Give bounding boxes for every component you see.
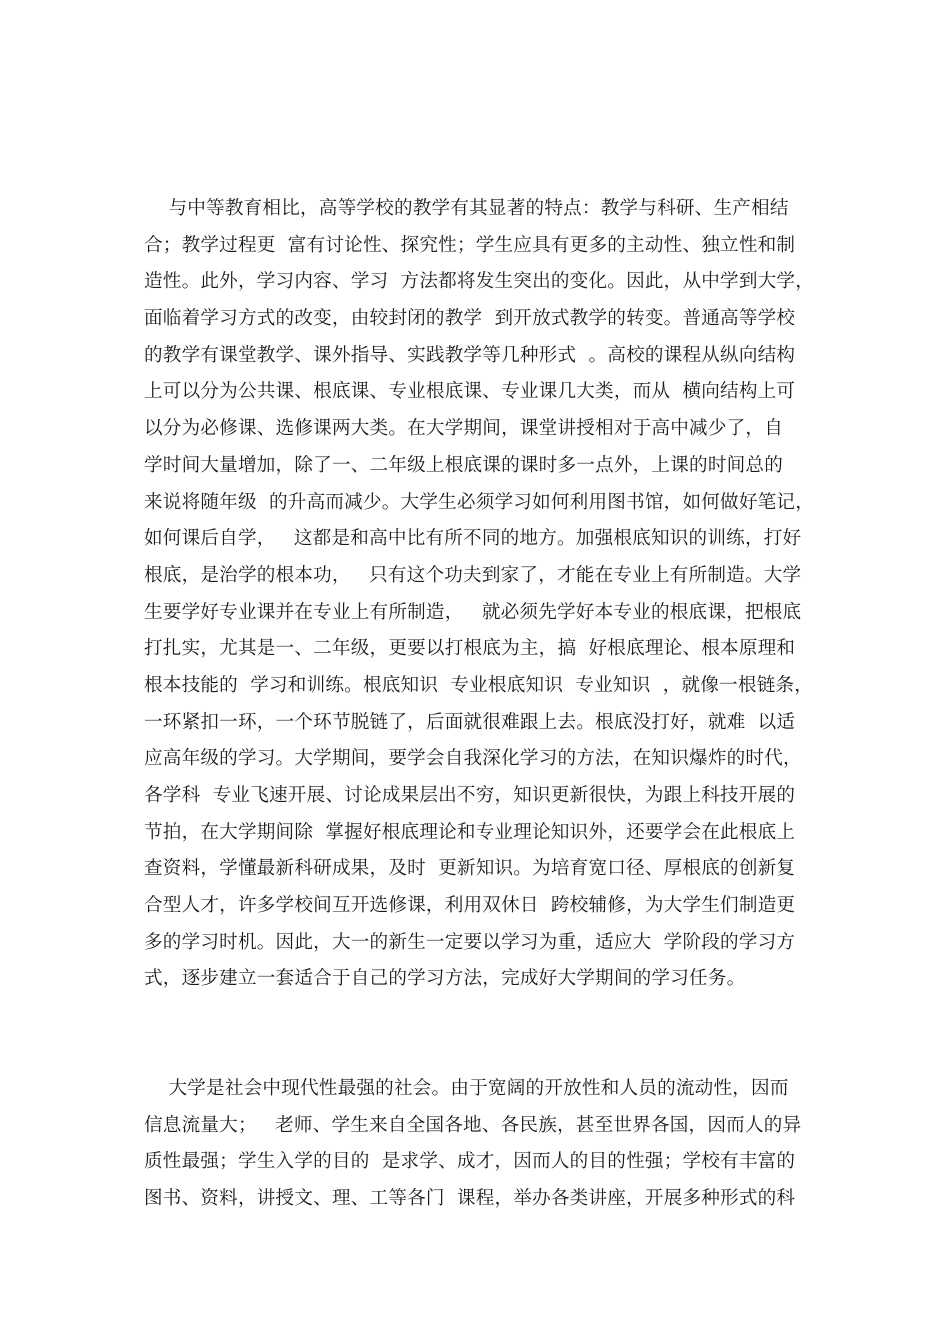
text-line: 打扎实，尤其是一、二年级，更要以打根底为主，搞 好根底理论、根本原理和 bbox=[144, 638, 796, 660]
text-line: 来说将随年级 的升高而减少。大学生必须学习如何利用图书馆，如何做好笔记， bbox=[144, 491, 815, 513]
text-line: 上可以分为公共课、根底课、专业根底课、专业课几大类，而从 横向结构上可 bbox=[144, 381, 796, 403]
text-line: 多的学习时机。因此，大一的新生一定要以学习为重，适应大 学阶段的学习方 bbox=[144, 931, 796, 953]
text-line: 图书、资料，讲授文、理、工等各门 课程，举办各类讲座，开展多种形式的科 bbox=[144, 1188, 796, 1210]
text-line: 信息流量大； 老师、学生来自全国各地、各民族，甚至世界各国，因而人的异 bbox=[144, 1114, 802, 1136]
text-line: 查资料，学懂最新科研成果，及时 更新知识。为培育宽口径、厚根底的创新复 bbox=[144, 858, 796, 880]
text-line: 质性最强；学生入学的目的 是求学、成才，因而人的目的性强；学校有丰富的 bbox=[144, 1151, 796, 1173]
text-line: 学时间大量增加，除了一、二年级上根底课的课时多一点外，上课的时间总的 bbox=[144, 454, 783, 476]
paragraph-1 bbox=[144, 191, 824, 998]
text-line: 如何课后自学， 这都是和高中比有所不同的地方。加强根底知识的训练，打好 bbox=[144, 528, 802, 550]
text-line: 的教学有课堂教学、课外指导、实践教学等几种形式 。高校的课程从纵向结构 bbox=[144, 344, 796, 366]
paragraph-2 bbox=[144, 1071, 824, 1218]
text-line: 根底，是治学的根本功， 只有这个功夫到家了，才能在专业上有所制造。大学 bbox=[144, 564, 802, 586]
text-line: 生要学好专业课并在专业上有所制造， 就必须先学好本专业的根底课，把根底 bbox=[144, 601, 802, 623]
text-line: 一环紧扣一环，一个环节脱链了，后面就很难跟上去。根底没打好，就难 以适 bbox=[144, 711, 796, 733]
text-line: 式，逐步建立一套适合于自己的学习方法，完成好大学期间的学习任务。 bbox=[144, 968, 746, 990]
text-line: 应高年级的学习。大学期间，要学会自我深化学习的方法，在知识爆炸的时代， bbox=[144, 748, 802, 770]
text-line: 面临着学习方式的改变，由较封闭的教学 到开放式教学的转变。普通高等学校 bbox=[144, 308, 796, 330]
text-line: 以分为必修课、选修课两大类。在大学期间，课堂讲授相对于高中减少了，自 bbox=[144, 418, 783, 440]
text-line: 合；教学过程更 富有讨论性、探究性；学生应具有更多的主动性、独立性和制 bbox=[144, 234, 796, 256]
text-line: 根本技能的 学习和训练。根底知识 专业根底知识 专业知识 ，就像一根链条， bbox=[144, 674, 814, 696]
text-line: 节拍，在大学期间除 掌握好根底理论和专业理论知识外，还要学会在此根底上 bbox=[144, 821, 796, 843]
text-line: 合型人才，许多学校间互开选修课，利用双休日 跨校辅修，为大学生们制造更 bbox=[144, 895, 796, 917]
text-line: 造性。此外，学习内容、学习 方法都将发生突出的变化。因此，从中学到大学， bbox=[144, 271, 815, 293]
text-line: 与中等教育相比，高等学校的教学有其显著的特点：教学与科研、生产相结 bbox=[144, 198, 789, 219]
text-line: 各学科 专业飞速开展、讨论成果层出不穷，知识更新很快，为跟上科技开展的 bbox=[144, 785, 796, 806]
text-line: 大学是社会中现代性最强的社会。由于宽阔的开放性和人员的流动性，因而 bbox=[144, 1078, 789, 1099]
